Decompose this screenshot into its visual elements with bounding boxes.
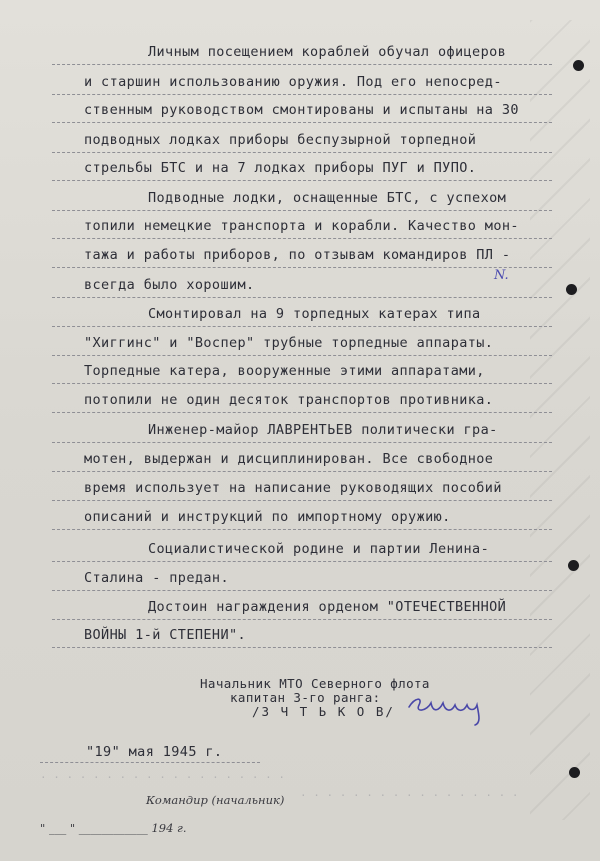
margin-mark: N. [494, 268, 509, 283]
text-line: Смонтировал на 9 торпедных катерах типа [148, 306, 481, 322]
binding-hole [568, 560, 579, 571]
commander-label: Командир (начальник) [146, 793, 285, 807]
text-line: описаний и инструкций по импортному оружию. [84, 509, 451, 525]
binding-hole [569, 767, 580, 778]
text-line: подводных лодках приборы беспузырной торпедной [84, 132, 477, 148]
text-line: "Хиггинс" и "Воспер" трубные торпедные аппараты. [84, 335, 494, 351]
date-line: "19" мая 1945 г. [86, 744, 223, 760]
text-line: Личным посещением кораблей обучал офицеров [148, 44, 507, 60]
binding-hole [566, 284, 577, 295]
text-line: мотен, выдержан и дисциплинирован. Все свободное [84, 451, 494, 467]
text-line: Торпедные катера, вооруженные этими аппаратами, [84, 363, 485, 379]
text-line: Сталина - предан. [84, 570, 229, 586]
text-line: ВОЙНЫ 1-й СТЕПЕНИ". [84, 627, 247, 643]
bleed-through-text: . . . . . . . . . . . . . . . . . . . [40, 768, 286, 781]
text-line: потопили не один десяток транспортов противника. [84, 392, 494, 408]
text-line: стрельбы БТС и на 7 лодках приборы ПУГ и ПУПО. [84, 160, 477, 176]
handwritten-signature [405, 693, 495, 729]
text-line: ственным руководством смонтированы и испытаны на 30 [84, 102, 519, 118]
archive-watermark [530, 20, 590, 820]
text-line: всегда было хорошим. [84, 277, 255, 293]
signatory-rank: капитан 3-го ранга: [230, 690, 381, 705]
bleed-through-text: . . . . . . . . . . . . . . . . . [300, 786, 519, 799]
form-date-line: " ___ " ____________ 194 г. [40, 821, 187, 835]
text-line: Инженер-майор ЛАВРЕНТЬЕВ политически гра- [148, 422, 498, 438]
text-line: топили немецкие транспорта и корабли. Качество мон- [84, 218, 519, 234]
text-line: Социалистической родине и партии Ленина- [148, 541, 490, 557]
text-line: тажа и работы приборов, по отзывам командиров ПЛ - [84, 247, 511, 263]
text-line: время использует на написание руководящих пособий [84, 480, 502, 496]
signatory-title: Начальник МТО Северного флота [200, 676, 430, 691]
signatory-name: /З Ч Т Ь К О В/ [252, 704, 395, 719]
text-line: и старшин использованию оружия. Под его непосред- [84, 74, 502, 90]
binding-hole [573, 60, 584, 71]
text-line: Достоин награждения орденом "ОТЕЧЕСТВЕННОЙ [148, 599, 507, 615]
text-line: Подводные лодки, оснащенные БТС, с успехом [148, 190, 507, 206]
